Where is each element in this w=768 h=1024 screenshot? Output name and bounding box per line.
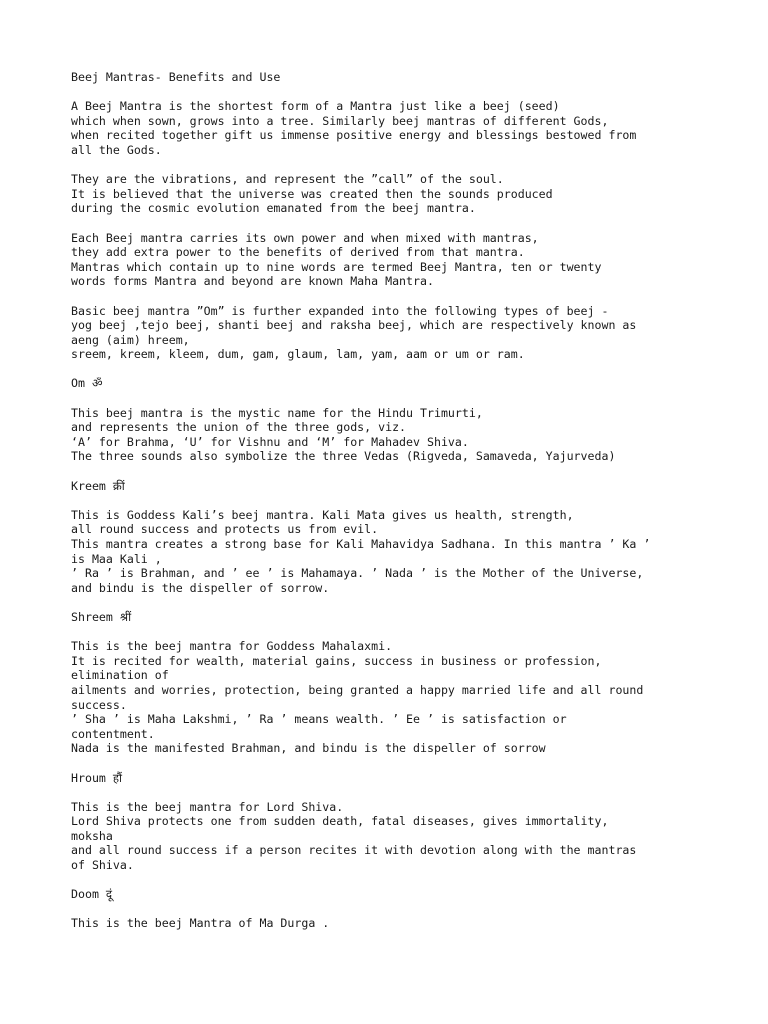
- spacer: [71, 85, 691, 100]
- text-line: This beej mantra is the mystic name for the Hindu Trimurti,: [71, 405, 483, 420]
- text-line: sreem, kreem, kleem, dum, gam, glaum, lam, yam, aam or um or ram.: [71, 347, 525, 362]
- text-line: success.: [71, 697, 127, 712]
- spacer: [71, 625, 691, 640]
- text-line: and bindu is the dispeller of sorrow.: [71, 580, 330, 595]
- text-line: Mantras which contain up to nine words are termed Beej Mantra, ten or twenty: [71, 259, 602, 274]
- text-line: and all round success if a person recites it with devotion along with the mantras: [71, 843, 637, 858]
- spacer: [71, 902, 691, 917]
- kreem-paragraph: [71, 508, 691, 596]
- power-paragraph: [71, 231, 691, 289]
- text-line: words forms Mantra and beyond are known Maha Mantra.: [71, 274, 434, 289]
- spacer: [71, 362, 691, 377]
- text-line: they add extra power to the benefits of derived from that mantra.: [71, 245, 525, 260]
- spacer: [71, 785, 691, 800]
- spacer: [71, 289, 691, 304]
- shreem-paragraph: [71, 639, 691, 756]
- text-line: of Shiva.: [71, 858, 134, 873]
- text-line: This mantra creates a strong base for Kali Mahavidya Sadhana. In this mantra ’ Ka ’: [71, 537, 651, 551]
- text-line: yog beej ,tejo beej, shanti beej and raksha beej, which are respectively known as: [71, 318, 637, 333]
- text-line: all round success and protects us from evil.: [71, 522, 379, 537]
- text-line: This is the beej Mantra of Ma Durga .: [71, 916, 330, 931]
- text-line: It is recited for wealth, material gains, success in business or profession,: [71, 653, 602, 668]
- text-line: They are the vibrations, and represent the ”call” of the soul.: [71, 172, 504, 187]
- document-page: [71, 70, 691, 931]
- section-heading-kreem: Kreem क्रीं: [71, 478, 125, 493]
- text-line: elimination of: [71, 668, 169, 683]
- text-line: ’ Sha ’ is Maha Lakshmi, ’ Ra ’ means wealth. ’ Ee ’ is satisfaction or: [71, 712, 567, 727]
- spacer: [71, 873, 691, 888]
- text-line: ’ Ra ’ is Brahman, and ’ ee ’ is Mahamaya. ’ Nada ’ is the Mother of the Universe,: [71, 566, 644, 581]
- text-line: This is the beej mantra for Goddess Mahalaxmi.: [71, 639, 393, 654]
- section-heading-doom: Doom दूं: [71, 887, 113, 902]
- intro-paragraph: [71, 99, 691, 157]
- text-line: moksha: [71, 828, 113, 843]
- text-line: aeng (aim) hreem,: [71, 332, 190, 347]
- spacer: [71, 756, 691, 771]
- spacer: [71, 391, 691, 406]
- text-line: during the cosmic evolution emanated from the beej mantra.: [71, 201, 476, 216]
- section-heading-hroum: Hroum हौं: [71, 770, 123, 785]
- spacer: [71, 493, 691, 508]
- spacer: [71, 595, 691, 610]
- text-line: is Maa Kali ,: [71, 551, 162, 566]
- text-line: Basic beej mantra ”Om” is further expanded into the following types of beej -: [71, 303, 609, 318]
- text-line: Each Beej mantra carries its own power and when mixed with mantras,: [71, 230, 539, 245]
- text-line: ailments and worries, protection, being granted a happy married life and all round: [71, 682, 644, 697]
- vibrations-paragraph: [71, 172, 691, 216]
- text-line: This is Goddess Kali’s beej mantra. Kali Mata gives us health, strength,: [71, 507, 574, 522]
- text-line: Lord Shiva protects one from sudden death, fatal diseases, gives immortality,: [71, 814, 609, 829]
- doom-paragraph: [71, 916, 691, 931]
- text-line: This is the beej mantra for Lord Shiva.: [71, 799, 344, 814]
- text-line: when recited together gift us immense positive energy and blessings bestowed from: [71, 128, 637, 143]
- text-line: contentment.: [71, 726, 155, 741]
- spacer: [71, 158, 691, 173]
- hroum-paragraph: [71, 800, 691, 873]
- section-heading-om: Om ॐ: [71, 376, 103, 391]
- spacer: [71, 216, 691, 231]
- text-line: Nada is the manifested Brahman, and bindu is the dispeller of sorrow: [71, 741, 546, 756]
- text-line: ‘A’ for Brahma, ‘U’ for Vishnu and ‘M’ for Mahadev Shiva.: [71, 434, 469, 449]
- text-line: which when sown, grows into a tree. Similarly beej mantras of different Gods,: [71, 113, 609, 128]
- text-line: A Beej Mantra is the shortest form of a Mantra just like a beej (seed): [71, 99, 560, 114]
- om-paragraph: [71, 406, 691, 464]
- text-line: It is believed that the universe was created then the sounds produced: [71, 186, 553, 201]
- text-line: and represents the union of the three gods, viz.: [71, 420, 407, 435]
- text-line: The three sounds also symbolize the three Vedas (Rigveda, Samaveda, Yajurveda): [71, 449, 616, 464]
- spacer: [71, 464, 691, 479]
- section-heading-shreem: Shreem श्रीं: [71, 609, 132, 624]
- text-line: all the Gods.: [71, 142, 162, 157]
- basic-paragraph: [71, 304, 691, 362]
- document-title: Beej Mantras- Benefits and Use: [71, 70, 281, 84]
